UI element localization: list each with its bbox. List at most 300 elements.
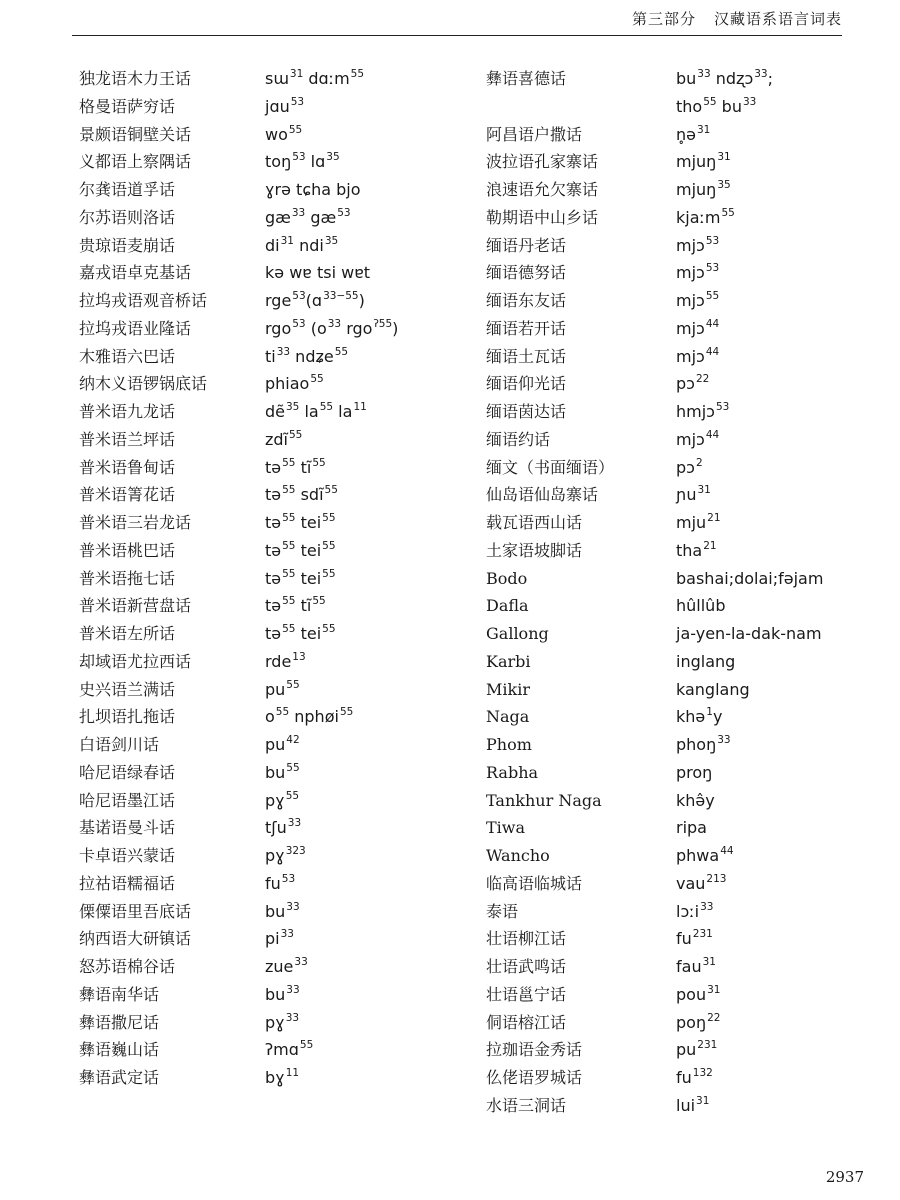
header-title: 汉藏语系语言词表 bbox=[713, 10, 842, 28]
form-segment: pɣ bbox=[265, 1012, 285, 1032]
tone-mark: 11 bbox=[285, 1067, 300, 1079]
language-name: 普米语兰坪话 bbox=[79, 429, 176, 449]
language-name: 哈尼语墨江话 bbox=[79, 790, 176, 810]
word-form bbox=[265, 956, 308, 980]
language-name: 史兴语兰满话 bbox=[79, 679, 176, 699]
word-form bbox=[676, 928, 713, 952]
form-segment: fu bbox=[265, 873, 281, 893]
word-form bbox=[265, 290, 365, 314]
language-name: 水语三洞话 bbox=[486, 1095, 567, 1115]
language-name: 扎坝语扎拖话 bbox=[79, 707, 176, 727]
form-segment: jɑu bbox=[265, 96, 290, 116]
tone-mark: 31 bbox=[697, 484, 711, 497]
language-name: 临高语临城话 bbox=[486, 873, 583, 893]
language-name: 缅语土瓦话 bbox=[486, 346, 567, 366]
language-name: 怒苏语棉谷话 bbox=[79, 957, 176, 976]
word-form bbox=[676, 790, 715, 812]
tone-mark: 55 bbox=[282, 539, 296, 552]
form-segment: mjuŋ bbox=[676, 180, 717, 199]
word-form bbox=[265, 540, 336, 564]
tone-mark: 11 bbox=[353, 401, 367, 413]
tone-mark: 21 bbox=[703, 539, 717, 552]
word-form bbox=[676, 262, 719, 286]
language-name: 载瓦语西山话 bbox=[486, 513, 583, 532]
tone-mark: 13 bbox=[292, 650, 306, 663]
tone-mark: 33 bbox=[327, 317, 342, 330]
form-segment: wo bbox=[265, 124, 288, 144]
word-form bbox=[676, 595, 725, 617]
word-form bbox=[676, 1039, 717, 1063]
tone-mark: 53 bbox=[281, 872, 296, 885]
language-name: 浪速语允欠寨话 bbox=[486, 180, 599, 199]
word-form bbox=[676, 734, 731, 758]
form-segment: pu bbox=[676, 1040, 697, 1060]
language-name: 彝语喜德话 bbox=[486, 69, 567, 88]
tone-mark: 31 bbox=[289, 68, 304, 80]
tone-mark: 44 bbox=[705, 428, 720, 441]
form-segment: ja-yen-la-dak-nam bbox=[676, 624, 822, 643]
language-name: 壮语武鸣话 bbox=[486, 957, 567, 976]
form-segment: tə bbox=[265, 596, 282, 616]
language-name: Mikir bbox=[486, 679, 530, 699]
word-form bbox=[265, 1067, 299, 1091]
tone-mark: 31 bbox=[717, 151, 731, 164]
tone-mark: 42 bbox=[286, 734, 300, 746]
language-name: 普米语九龙话 bbox=[79, 402, 176, 421]
word-form bbox=[676, 984, 720, 1008]
form-segment: khə̂y bbox=[676, 790, 715, 810]
tone-mark: 35 bbox=[286, 401, 300, 413]
form-segment: phwa bbox=[676, 846, 720, 865]
tone-mark: ʔ55 bbox=[373, 317, 393, 330]
language-name: 拉祜语糯福话 bbox=[79, 873, 176, 893]
form-segment: rge bbox=[265, 291, 292, 310]
word-form bbox=[676, 401, 729, 425]
tone-mark: 53 bbox=[290, 95, 305, 108]
language-name: 独龙语木力王话 bbox=[79, 69, 192, 88]
language-name: 普米语桃巴话 bbox=[79, 540, 176, 560]
word-form bbox=[676, 706, 722, 730]
word-form bbox=[676, 845, 734, 869]
tone-mark: 213 bbox=[706, 872, 727, 885]
word-form bbox=[265, 207, 351, 231]
form-segment: pu bbox=[265, 735, 286, 754]
language-name: Dafla bbox=[486, 596, 529, 616]
word-form bbox=[265, 429, 302, 453]
form-segment: ti bbox=[265, 346, 276, 366]
form-segment: ndʑe bbox=[290, 346, 334, 366]
language-name: Karbi bbox=[486, 651, 531, 671]
form-segment: tə bbox=[265, 485, 282, 505]
language-name: 纳西语大研镇话 bbox=[79, 929, 192, 949]
language-name: 尔苏语则洛话 bbox=[79, 207, 176, 227]
language-name: 拉珈语金秀话 bbox=[486, 1040, 583, 1060]
form-segment: nphøi bbox=[289, 707, 339, 727]
language-name: 缅语仰光话 bbox=[486, 374, 567, 394]
form-segment: tei bbox=[295, 568, 322, 588]
form-segment: ripa bbox=[676, 818, 707, 838]
word-form bbox=[265, 873, 295, 897]
language-name: 哈尼语绿春话 bbox=[79, 762, 176, 782]
form-segment: dɑːm bbox=[303, 69, 350, 88]
language-name: Rabha bbox=[486, 762, 539, 782]
language-name: 普米语新营盘话 bbox=[79, 596, 192, 616]
form-segment: tʃu bbox=[265, 818, 287, 838]
form-segment: ndʐɔ bbox=[710, 69, 754, 88]
language-name: 壮语邕宁话 bbox=[486, 984, 567, 1004]
word-form bbox=[676, 457, 703, 481]
language-name: Phom bbox=[486, 735, 532, 754]
form-segment: mju bbox=[676, 513, 707, 532]
form-segment: tĩ bbox=[295, 596, 312, 616]
tone-mark: 1 bbox=[706, 706, 713, 719]
form-segment: tho bbox=[676, 96, 703, 116]
tone-mark: 33 bbox=[286, 900, 300, 913]
form-segment: kanglang bbox=[676, 679, 750, 699]
language-name: 普米语鲁甸话 bbox=[79, 457, 176, 477]
tone-mark: 33 bbox=[291, 206, 306, 219]
tone-mark: 55 bbox=[322, 512, 336, 524]
word-form bbox=[265, 762, 300, 786]
language-name: 格曼语萨穷话 bbox=[79, 96, 176, 116]
word-form bbox=[265, 457, 326, 481]
language-name: 侗语榕江话 bbox=[486, 1012, 567, 1032]
word-form bbox=[265, 984, 300, 1008]
tone-mark: 55 bbox=[275, 706, 290, 719]
tone-mark: 55 bbox=[288, 123, 303, 136]
form-segment: phiao bbox=[265, 374, 310, 394]
tone-mark: 55 bbox=[282, 623, 296, 635]
language-name: 普米语箐花话 bbox=[79, 485, 176, 505]
tone-mark: 33 bbox=[287, 817, 302, 830]
language-name: Tankhur Naga bbox=[486, 790, 602, 810]
tone-mark: 44 bbox=[705, 345, 720, 358]
language-name: 普米语三岩龙话 bbox=[79, 513, 192, 532]
language-name: 尔龚语道孚话 bbox=[79, 180, 176, 199]
form-segment: bu bbox=[265, 901, 286, 921]
tone-mark: 33 bbox=[276, 345, 291, 358]
form-segment: bu bbox=[265, 984, 286, 1004]
language-name: Gallong bbox=[486, 624, 549, 643]
form-segment: bu bbox=[676, 69, 697, 88]
word-form bbox=[676, 1095, 709, 1119]
form-segment: pi bbox=[265, 929, 280, 949]
tone-mark: 55 bbox=[285, 789, 300, 802]
word-form bbox=[265, 790, 299, 814]
word-form bbox=[265, 679, 300, 703]
form-segment: lɔːi bbox=[676, 901, 700, 921]
tone-mark: 35 bbox=[324, 234, 339, 247]
language-name: 彝语南华话 bbox=[79, 984, 160, 1004]
language-name: 普米语拖七话 bbox=[79, 568, 176, 588]
word-form bbox=[676, 429, 719, 453]
tone-mark: 55 bbox=[299, 1039, 314, 1052]
word-form bbox=[676, 762, 712, 784]
tone-mark: 33 bbox=[285, 1011, 300, 1024]
language-name: 贵琼语麦崩话 bbox=[79, 235, 176, 255]
tone-mark: 35 bbox=[326, 151, 340, 164]
form-segment: tə bbox=[265, 540, 282, 560]
word-form bbox=[676, 1067, 713, 1091]
form-segment: bashai;dolai;fəjam bbox=[676, 568, 824, 588]
form-segment: dẽ bbox=[265, 402, 285, 421]
language-name: 拉坞戎语业隆话 bbox=[79, 318, 192, 338]
form-segment: pɔ bbox=[676, 457, 695, 477]
tone-mark: 33 bbox=[294, 956, 308, 968]
word-form bbox=[265, 928, 294, 952]
tone-mark: 53 bbox=[705, 262, 720, 275]
form-segment: pɣ bbox=[265, 846, 285, 865]
word-form bbox=[265, 96, 304, 120]
form-segment: toŋ bbox=[265, 152, 292, 172]
form-segment: gæ bbox=[265, 207, 291, 227]
tone-mark: 55 bbox=[312, 456, 326, 469]
tone-mark: 33 bbox=[700, 900, 714, 913]
language-name: 缅语约话 bbox=[486, 429, 551, 449]
form-segment: pu bbox=[265, 679, 286, 699]
language-name: 拉坞戎语观音桥话 bbox=[79, 291, 208, 310]
form-segment: lui bbox=[676, 1095, 696, 1115]
form-segment: mjɔ bbox=[676, 346, 705, 366]
tone-mark: 31 bbox=[707, 983, 721, 996]
language-name: 普米语左所话 bbox=[79, 624, 176, 643]
word-form bbox=[676, 290, 719, 314]
form-segment: fu bbox=[676, 929, 692, 949]
language-name: 仙岛语仙岛寨话 bbox=[486, 485, 599, 505]
word-form bbox=[265, 901, 300, 925]
tone-mark: 55 bbox=[282, 567, 296, 580]
tone-mark: 55 bbox=[282, 595, 296, 608]
tone-mark: 55 bbox=[350, 68, 365, 80]
word-form bbox=[265, 845, 306, 869]
form-segment: hmjɔ bbox=[676, 402, 715, 421]
tone-mark: 55 bbox=[322, 623, 336, 635]
tone-mark: 55 bbox=[324, 484, 338, 497]
tone-mark: 53 bbox=[292, 317, 306, 330]
tone-mark: 55 bbox=[282, 484, 296, 497]
word-form bbox=[676, 512, 721, 536]
word-form bbox=[676, 956, 716, 980]
word-form bbox=[265, 1012, 299, 1036]
word-form bbox=[676, 151, 731, 175]
form-segment: tĩ bbox=[295, 457, 312, 477]
word-form bbox=[265, 346, 348, 370]
form-segment: bu bbox=[716, 96, 742, 116]
word-form bbox=[676, 318, 719, 342]
tone-mark: 44 bbox=[720, 845, 734, 857]
tone-mark: 53 bbox=[715, 401, 730, 413]
language-name: 景颇语铜壁关话 bbox=[79, 124, 192, 144]
tone-mark: 33 bbox=[717, 734, 731, 746]
form-segment: fu bbox=[676, 1068, 692, 1087]
word-form bbox=[265, 568, 336, 592]
tone-mark: 55 bbox=[286, 678, 300, 691]
form-segment: tei bbox=[295, 513, 322, 532]
language-name: 义都语上察隅话 bbox=[79, 152, 192, 172]
word-form bbox=[265, 151, 340, 175]
tone-mark: 231 bbox=[692, 928, 713, 941]
form-segment: tə bbox=[265, 513, 282, 532]
word-form bbox=[265, 651, 306, 675]
word-form bbox=[265, 595, 326, 619]
word-form bbox=[676, 679, 750, 701]
form-segment: ʔmɑ bbox=[265, 1040, 299, 1060]
tone-mark: 55 bbox=[310, 373, 324, 386]
form-segment: la bbox=[299, 402, 319, 421]
tone-mark: 55 bbox=[312, 595, 326, 608]
form-segment: mjuŋ bbox=[676, 152, 717, 172]
form-segment: o bbox=[265, 707, 275, 727]
language-name: Naga bbox=[486, 707, 530, 727]
language-name: 壮语柳江话 bbox=[486, 929, 567, 949]
tone-mark: 33 bbox=[754, 68, 768, 80]
word-form bbox=[676, 179, 731, 203]
tone-mark: 55 bbox=[322, 539, 336, 552]
form-segment: rgo bbox=[265, 318, 292, 338]
language-name: 卡卓语兴蒙话 bbox=[79, 846, 176, 865]
tone-mark: 55 bbox=[705, 290, 720, 302]
form-segment: tha bbox=[676, 540, 703, 560]
tone-mark: 231 bbox=[697, 1039, 718, 1052]
form-segment: sɯ bbox=[265, 69, 289, 88]
form-segment: inglang bbox=[676, 651, 736, 671]
tone-mark: 31 bbox=[702, 956, 716, 968]
form-segment: la bbox=[333, 402, 353, 421]
tone-mark: 2 bbox=[695, 456, 703, 469]
word-form bbox=[265, 401, 367, 425]
page-number: 2937 bbox=[825, 1168, 864, 1186]
language-name: 泰语 bbox=[486, 901, 519, 921]
tone-mark: 33 bbox=[697, 68, 711, 80]
word-form bbox=[265, 706, 353, 730]
form-segment: bu bbox=[265, 762, 286, 782]
form-segment: mjɔ bbox=[676, 235, 705, 255]
word-form bbox=[265, 235, 338, 259]
word-form bbox=[265, 817, 301, 841]
word-form bbox=[265, 124, 302, 148]
tone-mark: 33 bbox=[280, 928, 294, 941]
form-segment: proŋ bbox=[676, 762, 713, 782]
word-form bbox=[265, 179, 361, 201]
word-form bbox=[676, 235, 719, 259]
language-name: 阿昌语户撒话 bbox=[486, 124, 583, 144]
form-segment: gæ bbox=[305, 207, 337, 227]
form-segment: y bbox=[712, 707, 723, 727]
tone-mark: 53 bbox=[705, 234, 720, 247]
form-segment: ɲu bbox=[676, 485, 697, 505]
word-form bbox=[676, 207, 735, 231]
tone-mark: 132 bbox=[692, 1067, 713, 1079]
word-form bbox=[676, 96, 756, 120]
word-form bbox=[676, 373, 709, 397]
form-segment: mjɔ bbox=[676, 429, 705, 449]
form-segment: pɔ bbox=[676, 374, 695, 394]
word-form bbox=[676, 484, 711, 508]
tone-mark: 22 bbox=[695, 373, 710, 386]
form-segment: tei bbox=[295, 624, 322, 643]
form-segment: fau bbox=[676, 957, 702, 976]
word-form bbox=[265, 373, 324, 397]
form-segment: phoŋ bbox=[676, 735, 717, 754]
language-name: 傈僳语里吾底话 bbox=[79, 901, 192, 921]
form-segment: tə bbox=[265, 624, 282, 643]
form-segment: khə bbox=[676, 707, 706, 727]
form-segment: ) bbox=[358, 291, 365, 310]
header-text bbox=[632, 8, 842, 29]
header-part: 第三部分 bbox=[631, 10, 696, 28]
form-segment: hûllûb bbox=[676, 596, 726, 616]
form-segment: (o bbox=[305, 318, 327, 338]
tone-mark: 53 bbox=[292, 290, 306, 302]
form-segment: mjɔ bbox=[676, 263, 705, 283]
word-form bbox=[265, 734, 300, 758]
form-segment: tə bbox=[265, 457, 282, 477]
language-name: Tiwa bbox=[486, 818, 526, 838]
form-segment: rde bbox=[265, 651, 292, 671]
language-name: 仫佬语罗城话 bbox=[486, 1068, 583, 1087]
form-segment: zue bbox=[265, 957, 294, 976]
word-form bbox=[265, 623, 336, 647]
tone-mark: 55 bbox=[721, 206, 735, 219]
tone-mark: 55 bbox=[334, 345, 349, 358]
form-segment: tə bbox=[265, 568, 282, 588]
form-segment: tei bbox=[295, 540, 322, 560]
language-name: 木雅语六巴话 bbox=[79, 346, 176, 366]
form-segment: ndi bbox=[293, 235, 324, 255]
form-segment: kə wɐ tsi wɐt bbox=[265, 263, 371, 283]
word-form bbox=[676, 1012, 720, 1036]
language-name: 彝语巍山话 bbox=[79, 1040, 160, 1060]
language-name: 纳木义语锣锅底话 bbox=[79, 374, 208, 394]
tone-mark: 323 bbox=[285, 845, 306, 857]
language-name: 缅语若开话 bbox=[486, 318, 567, 338]
tone-mark: 55 bbox=[282, 456, 296, 469]
word-form bbox=[676, 623, 822, 645]
form-segment: mjɔ bbox=[676, 291, 705, 310]
language-name: 白语剑川话 bbox=[79, 735, 160, 754]
tone-mark: 33 bbox=[286, 983, 300, 996]
form-segment: mjɔ bbox=[676, 318, 705, 338]
form-segment: kjaːm bbox=[676, 207, 721, 227]
tone-mark: 53 bbox=[292, 151, 306, 164]
form-segment: poŋ bbox=[676, 1012, 707, 1032]
word-form bbox=[265, 68, 364, 92]
form-segment: ɣrə tɕha bjo bbox=[265, 180, 361, 199]
language-name: Bodo bbox=[486, 568, 528, 588]
language-name: 缅语丹老话 bbox=[486, 235, 567, 255]
language-name: 缅语德努话 bbox=[486, 263, 567, 283]
word-form bbox=[265, 512, 336, 536]
form-segment: pou bbox=[676, 984, 707, 1004]
form-segment: ) bbox=[392, 318, 399, 338]
form-segment: bɣ bbox=[265, 1068, 285, 1087]
language-name: 勒期语中山乡话 bbox=[486, 207, 599, 227]
language-name: 缅语茵达话 bbox=[486, 402, 567, 421]
form-segment: ; bbox=[767, 69, 774, 88]
tone-mark: 31 bbox=[696, 1094, 710, 1107]
running-header bbox=[0, 0, 900, 40]
language-name: 波拉语孔家寨话 bbox=[486, 152, 599, 172]
language-name: Wancho bbox=[486, 846, 550, 865]
word-form bbox=[265, 1039, 313, 1063]
word-form bbox=[676, 651, 735, 673]
word-form bbox=[265, 318, 398, 342]
word-form bbox=[265, 484, 338, 508]
tone-mark: 55 bbox=[322, 567, 336, 580]
tone-mark: 33 bbox=[742, 95, 757, 108]
tone-mark: 44 bbox=[705, 317, 720, 330]
word-form bbox=[676, 124, 710, 148]
